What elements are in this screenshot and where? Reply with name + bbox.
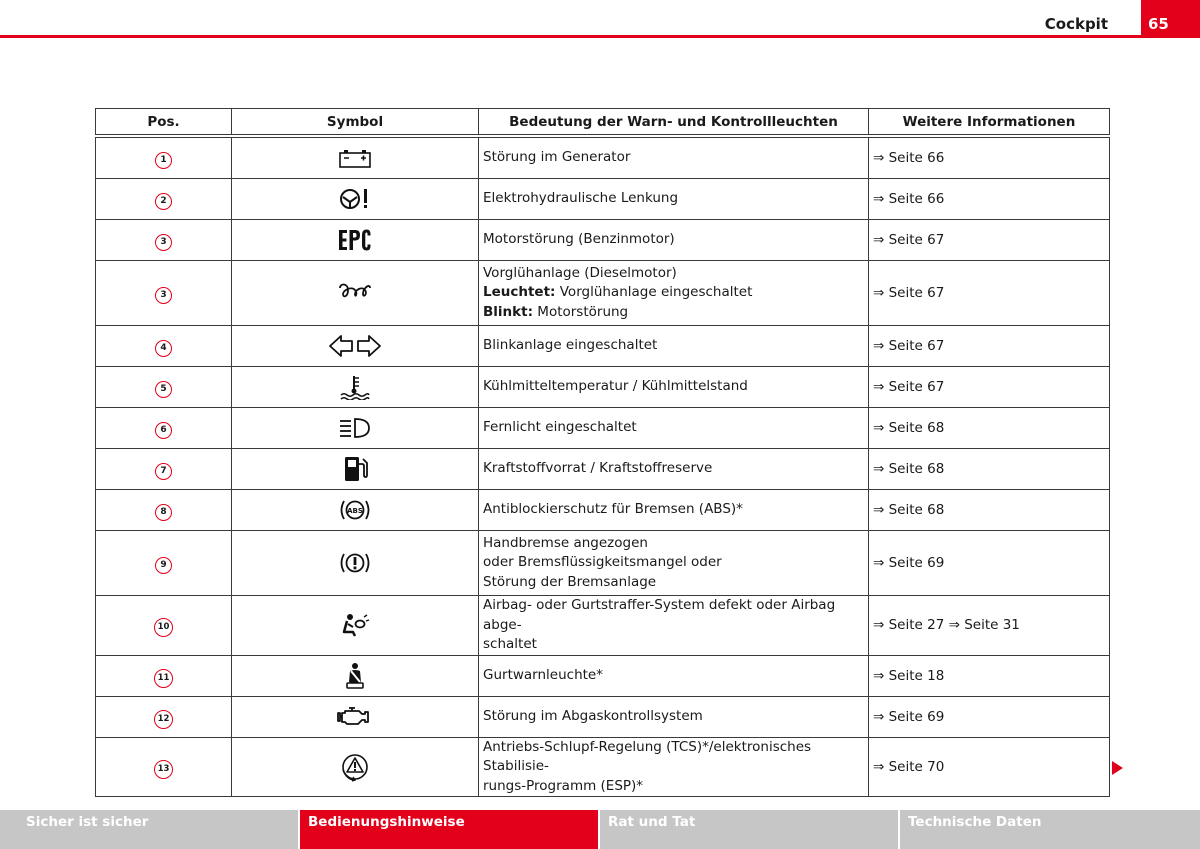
footer-tab-rat-und-tat[interactable]: Rat und Tat xyxy=(600,810,898,849)
page-reference-link[interactable]: ⇒ Seite 69 xyxy=(873,555,945,571)
column-header-info: Weitere Informationen xyxy=(869,109,1110,137)
row-description: Kraftstoffvorrat / Kraftstoffreserve xyxy=(483,460,713,477)
table-row xyxy=(96,655,1110,696)
column-header-symbol: Symbol xyxy=(232,109,479,137)
table-row xyxy=(96,261,1110,326)
warning-lights-table xyxy=(95,108,1110,797)
position-number: 6 xyxy=(155,422,172,439)
page-reference-link[interactable]: ⇒ Seite 66 xyxy=(873,150,945,166)
footer-navigation xyxy=(0,810,1200,849)
position-number: 13 xyxy=(154,760,173,779)
detail-label: Blinkt: xyxy=(483,303,533,320)
column-header-meaning: Bedeutung der Warn- und Kontrollleuchten xyxy=(479,109,869,137)
detail-text: Motorstörung xyxy=(533,303,629,320)
airbag-icon xyxy=(339,617,371,633)
position-number: 5 xyxy=(155,381,172,398)
page-reference-link[interactable]: ⇒ Seite 68 xyxy=(873,502,945,518)
turn-signal-icon xyxy=(328,338,382,354)
row-description: oder Bremsflüssigkeitsmangel oder xyxy=(483,554,722,571)
position-number: 4 xyxy=(155,340,172,357)
brake-warning-icon xyxy=(338,555,372,571)
position-number: 9 xyxy=(155,557,172,574)
row-description: Handbremse angezogen xyxy=(483,534,648,551)
row-description: Fernlicht eingeschaltet xyxy=(483,419,637,436)
steering-warning-icon xyxy=(338,191,372,207)
page-reference-link[interactable]: ⇒ Seite 67 xyxy=(873,338,945,354)
engine-check-icon xyxy=(337,709,373,725)
position-number: 11 xyxy=(154,669,173,688)
page-reference-link[interactable]: ⇒ Seite 68 xyxy=(873,420,945,436)
position-number: 3 xyxy=(155,234,172,251)
position-number: 2 xyxy=(155,193,172,210)
position-number: 12 xyxy=(154,710,173,729)
epc-icon xyxy=(337,232,373,248)
table-row xyxy=(96,531,1110,596)
next-page-arrow-icon[interactable] xyxy=(1112,761,1123,775)
position-number: 7 xyxy=(155,463,172,480)
table-row xyxy=(96,737,1110,797)
page-reference-link[interactable]: ⇒ Seite 67 xyxy=(873,285,945,301)
table-row xyxy=(96,490,1110,531)
battery-icon xyxy=(338,150,372,166)
glow-plug-icon xyxy=(338,285,372,301)
page-reference-link[interactable]: ⇒ Seite 69 xyxy=(873,708,945,725)
row-description: Kühlmitteltemperatur / Kühlmittelstand xyxy=(483,378,748,395)
table-row xyxy=(96,696,1110,737)
table-row xyxy=(96,220,1110,261)
svg-text:ABS: ABS xyxy=(347,507,363,515)
row-description: rungs-Programm (ESP)* xyxy=(483,777,644,794)
table-row xyxy=(96,136,1110,179)
table-row xyxy=(96,367,1110,408)
fuel-pump-icon xyxy=(341,461,369,477)
row-description: Elektrohydraulische Lenkung xyxy=(483,190,679,207)
row-description: Antiblockierschutz für Bremsen (ABS)* xyxy=(483,501,743,518)
detail-text: Vorglühanlage eingeschaltet xyxy=(555,284,753,301)
coolant-temperature-icon xyxy=(339,379,371,395)
row-description: Störung im Abgaskontrollsystem xyxy=(483,707,703,724)
row-description: Blinkanlage eingeschaltet xyxy=(483,337,658,354)
page-reference-link[interactable]: ⇒ Seite 67 xyxy=(873,232,945,248)
traction-control-icon xyxy=(340,759,370,775)
table-row xyxy=(96,179,1110,220)
footer-tab-sicher-ist-sicher[interactable]: Sicher ist sicher xyxy=(0,810,298,849)
page-reference-link[interactable]: ⇒ Seite 70 xyxy=(873,758,945,775)
column-header-pos: Pos. xyxy=(96,109,232,137)
table-header-row xyxy=(96,109,1110,137)
page-reference-link[interactable]: ⇒ Seite 68 xyxy=(873,461,945,477)
table-row xyxy=(96,326,1110,367)
row-description: schaltet xyxy=(483,636,537,652)
position-number: 8 xyxy=(155,504,172,521)
row-description: Störung der Bremsanlage xyxy=(483,573,657,590)
position-number: 1 xyxy=(155,152,172,169)
seatbelt-icon xyxy=(342,668,368,684)
row-description: Vorglühanlage (Dieselmotor) xyxy=(483,264,677,281)
row-description: Antriebs-Schlupf-Regelung (TCS)*/elektronisches Stabilisie- xyxy=(483,738,812,774)
footer-tab-technische-daten[interactable]: Technische Daten xyxy=(900,810,1200,849)
page-title: Cockpit xyxy=(1044,15,1108,33)
table-row xyxy=(96,449,1110,490)
table-row xyxy=(96,596,1110,656)
row-description: Airbag- oder Gurtstraffer-System defekt oder Airbag abge- xyxy=(483,597,836,633)
page-number: 65 xyxy=(1141,0,1200,38)
footer-tab-bedienungshinweise[interactable]: Bedienungshinweise xyxy=(300,810,598,849)
position-number: 3 xyxy=(155,287,172,304)
detail-label: Leuchtet: xyxy=(483,284,556,301)
page-reference-link[interactable]: ⇒ Seite 27 ⇒ Seite 31 xyxy=(873,617,1020,634)
row-description: Gurtwarnleuchte* xyxy=(483,666,603,683)
page-reference-link[interactable]: ⇒ Seite 66 xyxy=(873,191,945,207)
table-row xyxy=(96,408,1110,449)
high-beam-icon xyxy=(338,420,372,436)
row-description: Motorstörung (Benzinmotor) xyxy=(483,231,675,248)
abs-icon xyxy=(338,502,372,518)
page-reference-link[interactable]: ⇒ Seite 18 xyxy=(873,667,945,684)
row-description-detail xyxy=(483,303,864,323)
row-description: Störung im Generator xyxy=(483,149,631,166)
position-number: 10 xyxy=(154,618,173,637)
page-reference-link[interactable]: ⇒ Seite 67 xyxy=(873,379,945,395)
row-description-detail xyxy=(483,283,864,303)
header-rule xyxy=(0,35,1200,38)
